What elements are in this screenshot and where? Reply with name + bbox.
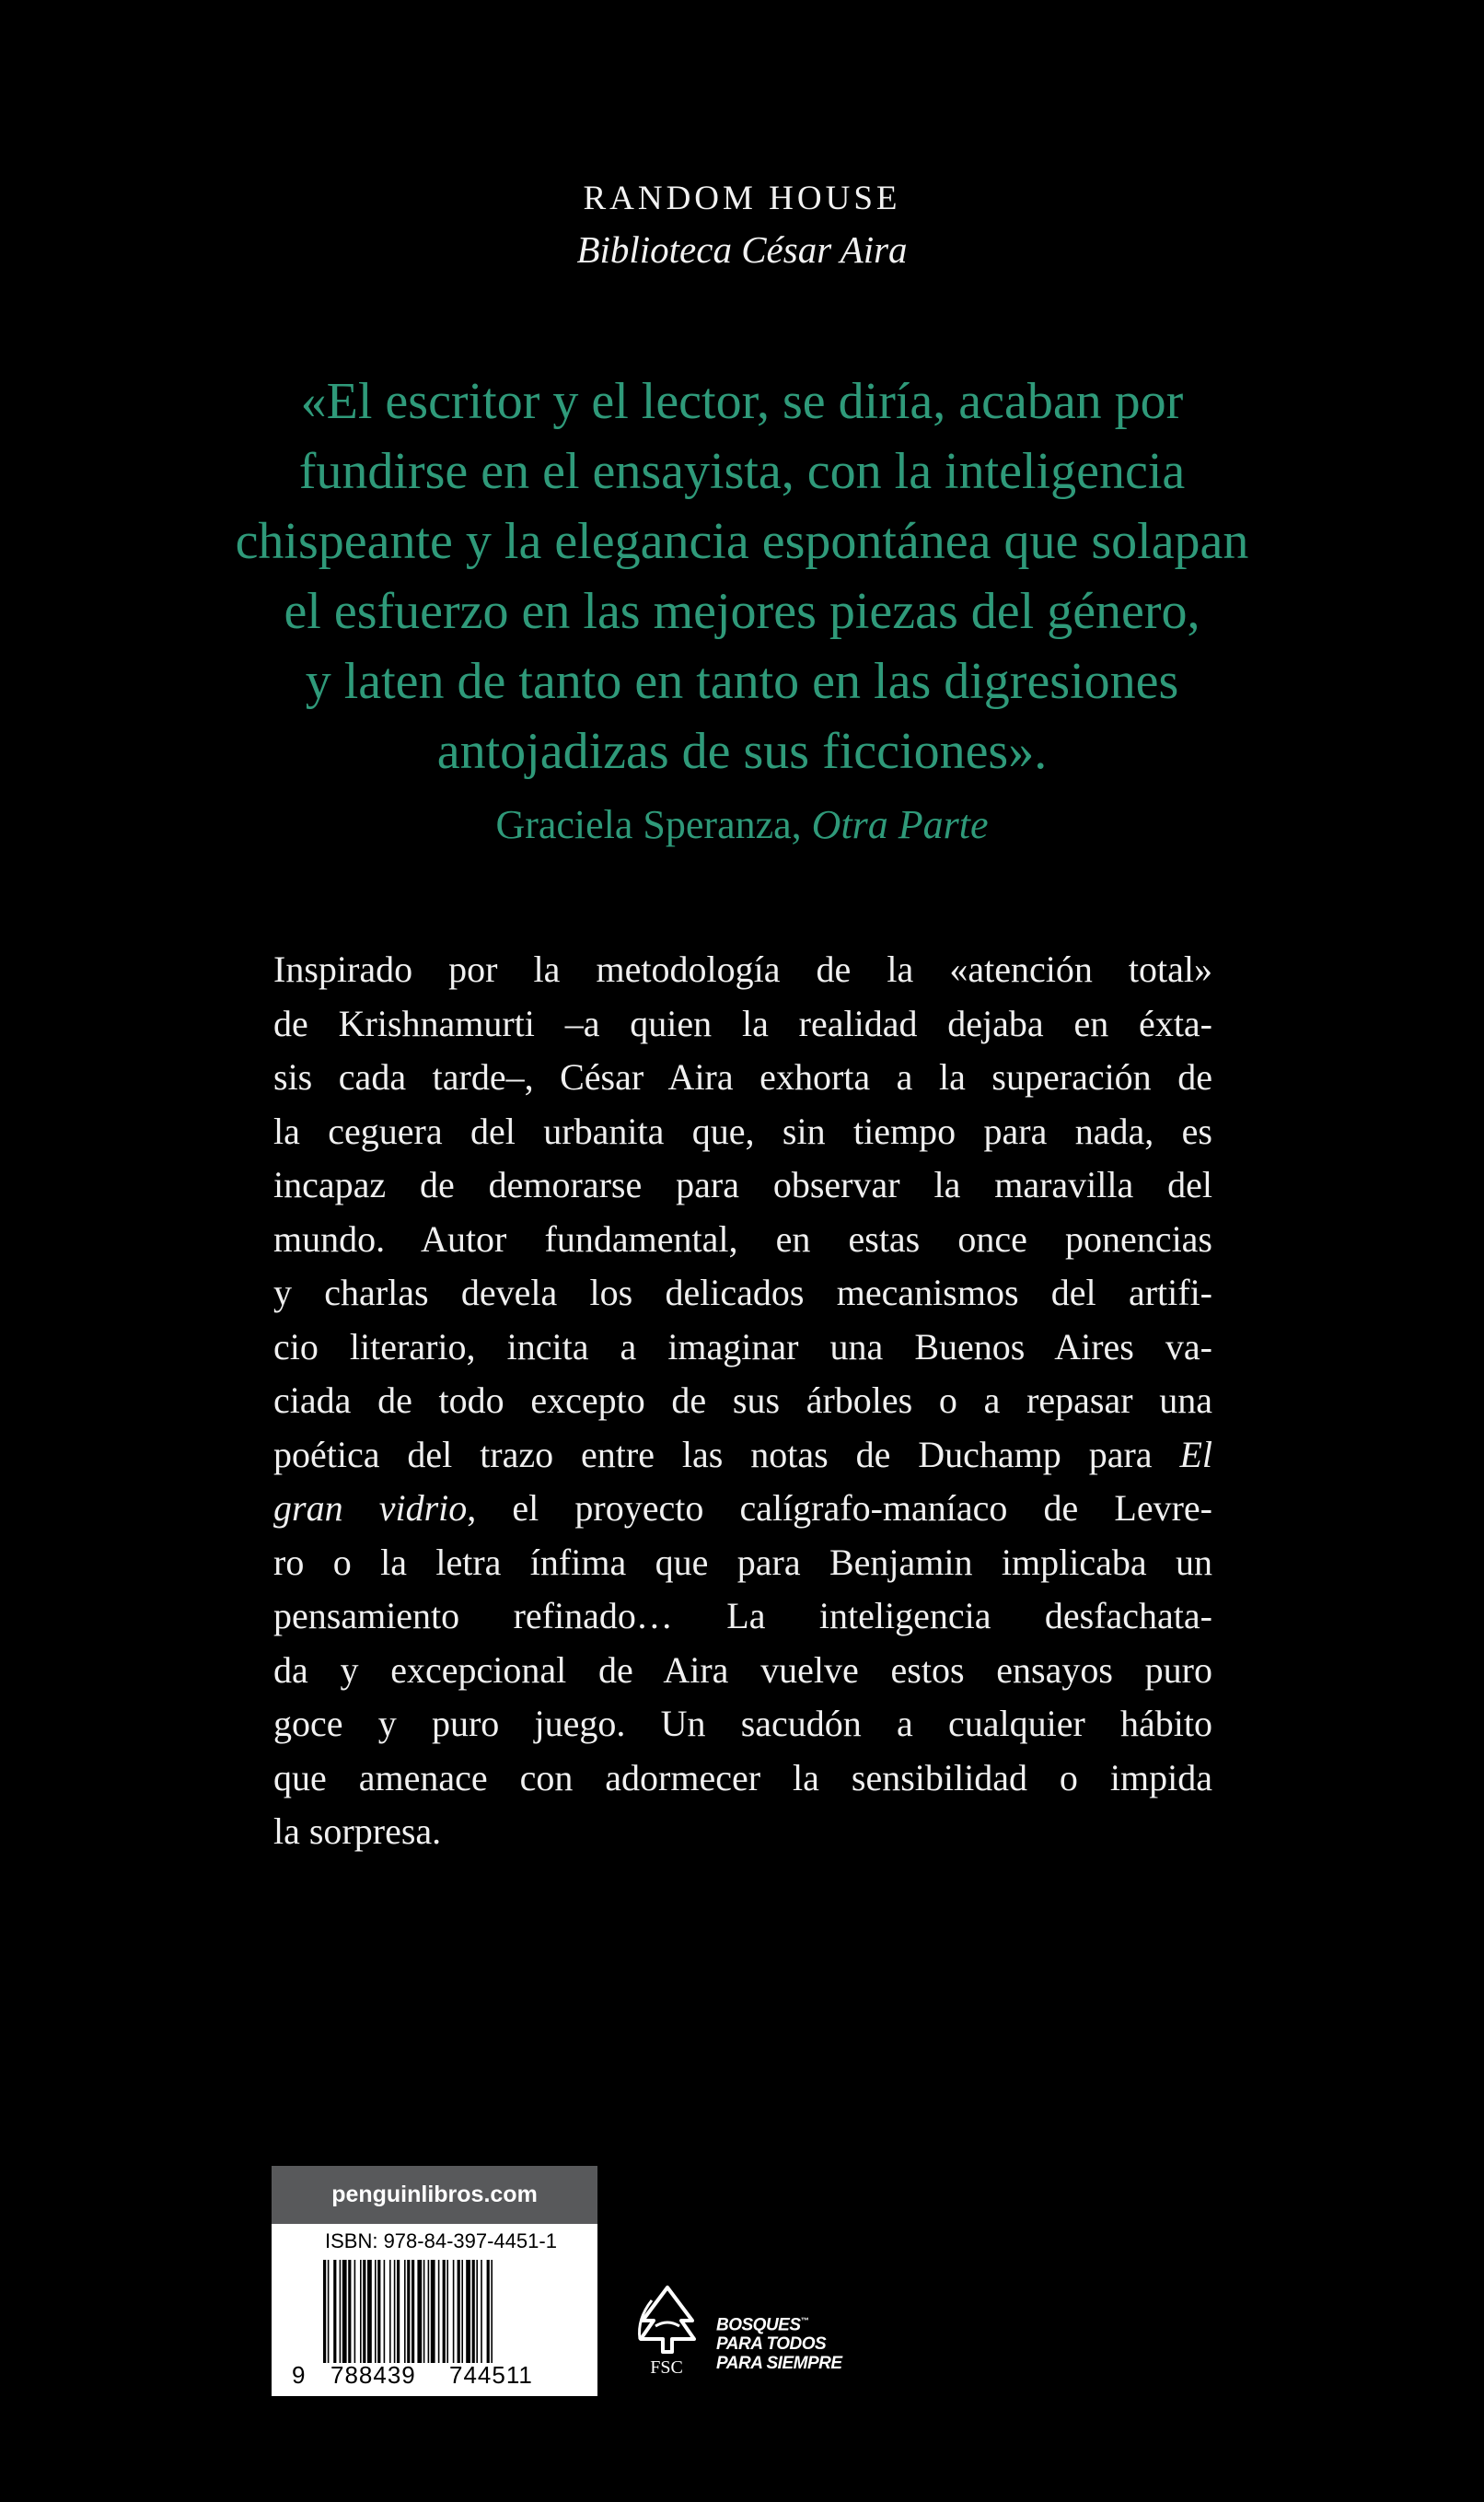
- blurb-line: ciada de todo excepto de sus árboles o a repasar una: [273, 1379, 1212, 1421]
- quote-line: fundirse en el ensayista, con la inteligencia: [298, 443, 1186, 500]
- barcode-icon: [323, 2260, 549, 2363]
- publisher-name: RANDOM HOUSE: [583, 180, 901, 217]
- barcode-digit-first: 9: [292, 2361, 307, 2389]
- isbn-number: ISBN: 978-84-397-4451-1: [325, 2229, 557, 2252]
- blurb-line: que amenace con adormecer la sensibilidad o impida: [273, 1756, 1212, 1798]
- barcode-digits-right: 744511: [449, 2361, 533, 2389]
- blurb-line: da y excepcional de Aira vuelve estos ensayos puro: [273, 1648, 1212, 1691]
- blurb-line: incapaz de demorarse para observar la maravilla del: [273, 1164, 1212, 1205]
- quote-line: el esfuerzo en las mejores piezas del género,: [284, 583, 1200, 640]
- book-description: [273, 943, 1212, 1859]
- quote-line: antojadizas de sus ficciones».: [436, 723, 1048, 780]
- blurb-line: pensamiento refinado… La inteligencia desfachata-: [273, 1595, 1212, 1636]
- blurb-text: , el proyecto calígrafo-maníaco de Levre-: [467, 1487, 1212, 1529]
- blurb-line: la sorpresa.: [273, 1810, 442, 1852]
- blurb-line: la ceguera del urbanita que, sin tiempo para nada, es: [273, 1110, 1212, 1152]
- fsc-certification: [635, 2282, 902, 2402]
- collection-name: Biblioteca César Aira: [576, 228, 908, 271]
- blurb-text: poética del trazo entre las notas de Duchamp para: [273, 1433, 1153, 1475]
- quote-attribution: [0, 797, 1484, 853]
- blurb-line: mundo. Autor fundamental, en estas once ponencias: [273, 1217, 1212, 1260]
- blurb-italic-text: El: [1179, 1433, 1212, 1475]
- quote-line: chispeante y la elegancia espontánea que solapan: [235, 513, 1249, 570]
- publisher-website: penguinlibros.com: [272, 2166, 597, 2224]
- blurb-line: Inspirado por la metodología de la «atención total»: [273, 948, 1212, 990]
- fsc-slogan-line: PARA TODOS: [716, 2334, 827, 2355]
- blurb-line: sis cada tarde–, César Aira exhorta a la superación de: [273, 1056, 1212, 1098]
- quote-author: Graciela Speranza,: [495, 802, 802, 847]
- blurb-line: [273, 1428, 1212, 1483]
- blurb-italic-text: gran vidrio: [273, 1487, 468, 1529]
- quote-line: «El escritor y el lector, se diría, acaban por: [300, 373, 1184, 430]
- barcode-block: [272, 2166, 597, 2396]
- quote-line: y laten de tanto en tanto en las digresiones: [305, 653, 1179, 710]
- fsc-slogan: [716, 2311, 842, 2373]
- blurb-line: goce y puro juego. Un sacudón a cualquier hábito: [273, 1703, 1212, 1744]
- blurb-line: ro o la letra ínfima que para Benjamin implicaba un: [273, 1541, 1212, 1583]
- blurb-line: y charlas devela los delicados mecanismos del artifi-: [273, 1272, 1212, 1313]
- blurb-line: [273, 1482, 1212, 1536]
- quote-source: Otra Parte: [811, 802, 989, 847]
- blurb-line: de Krishnamurti –a quien la realidad dejaba en éxta-: [273, 1002, 1212, 1044]
- barcode-digits-left: 788439: [330, 2361, 416, 2389]
- fsc-slogan-line: PARA SIEMPRE: [716, 2354, 842, 2374]
- trademark-symbol: ™: [800, 2316, 809, 2325]
- fsc-slogan-line: BOSQUES: [716, 2315, 801, 2335]
- review-quote: [0, 367, 1484, 786]
- imprint: [0, 175, 1484, 276]
- barcode-digits: [292, 2361, 586, 2390]
- blurb-line: cio literario, incita a imaginar una Buenos Aires va-: [273, 1325, 1212, 1367]
- fsc-label: FSC: [650, 2357, 683, 2378]
